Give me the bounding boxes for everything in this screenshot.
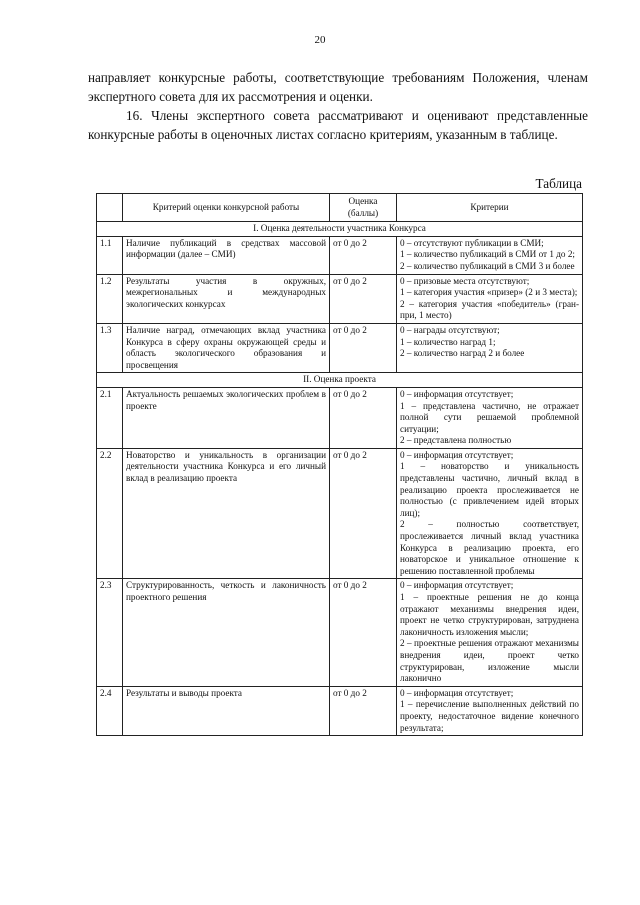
- row-number: 2.2: [97, 448, 123, 579]
- level-item: 1 – представлена частично, не отражает полной сути решаемой проблемной ситуации;: [400, 400, 579, 434]
- section-row: [97, 373, 583, 388]
- level-item: 2 – количество публикаций в СМИ 3 и более: [400, 260, 575, 271]
- header-score: Оценка (баллы): [330, 194, 397, 222]
- table-row: [97, 448, 583, 579]
- row-score: от 0 до 2: [330, 686, 397, 735]
- header-criteria: Критерии: [397, 194, 583, 222]
- level-item: 0 – отсутствуют публикации в СМИ;: [400, 237, 544, 248]
- page-number: 20: [314, 34, 326, 46]
- intro-text: [88, 68, 588, 144]
- row-number: 2.4: [97, 686, 123, 735]
- row-criterion: Новаторство и уникальность в организации деятельности участника Конкурса и его личный вклад в реализацию проекта: [123, 448, 330, 579]
- row-criterion: Результаты и выводы проекта: [123, 686, 330, 735]
- level-item: 2 – полностью соответствует, прослеживается личный вклад участника Конкурса в реализацию проекта, его новаторское и уникальное отношение к решению поставленной проблемы: [400, 519, 579, 576]
- level-item: 2 – количество наград 2 и более: [400, 348, 525, 359]
- section-title: I. Оценка деятельности участника Конкурса: [97, 222, 583, 237]
- header-criterion: Критерий оценки конкурсной работы: [123, 194, 330, 222]
- level-item: 2 – представлена полностью: [400, 435, 512, 446]
- level-item: 1 – количество публикаций в СМИ от 1 до 2;: [400, 249, 575, 260]
- row-criterion: Актуальность решаемых экологических проблем в проекте: [123, 387, 330, 448]
- level-item: 0 – информация отсутствует;: [400, 687, 514, 698]
- level-item: 0 – информация отсутствует;: [400, 388, 514, 399]
- row-score: от 0 до 2: [330, 387, 397, 448]
- row-criterion: Результаты участия в окружных, межрегиональных и международных экологических конкурсах: [123, 274, 330, 323]
- table-caption: Таблица: [535, 176, 582, 191]
- row-score: от 0 до 2: [330, 236, 397, 274]
- row-number: 2.3: [97, 579, 123, 686]
- level-item: 0 – награды отсутствуют;: [400, 324, 500, 335]
- criteria-table: [96, 193, 583, 736]
- row-score: от 0 до 2: [330, 448, 397, 579]
- row-number: 1.3: [97, 323, 123, 372]
- table-row: [97, 323, 583, 372]
- table-body: [97, 222, 583, 736]
- row-score: от 0 до 2: [330, 323, 397, 372]
- row-criterion: Наличие наград, отмечающих вклад участника Конкурса в сферу охраны окружающей среды и область экологического образования и просвещения: [123, 323, 330, 372]
- intro-paragraph-1: направляет конкурсные работы, соответствующие требованиям Положения, членам экспертного совета для их рассмотрения и оценки.: [88, 70, 588, 104]
- level-item: 1 – проектные решения не до конца отражают механизмы внедрения идеи, проект не четко структурирован, затруднена лаконичность изложения мысли;: [400, 592, 579, 637]
- row-criterion: Наличие публикаций в средствах массовой информации (далее – СМИ): [123, 236, 330, 274]
- level-item: 1 – новаторство и уникальность представлены частично, личный вклад в реализацию проекта прослеживается не полностью (с привлечением идей вторых лиц);: [400, 461, 579, 518]
- row-levels: [397, 323, 583, 372]
- row-criterion: Структурированность, четкость и лаконичность проектного решения: [123, 579, 330, 686]
- level-item: 2 – проектные решения отражают механизмы внедрения идеи, проект четко структурирован, изложение мысли лаконично: [400, 638, 579, 684]
- row-levels: [397, 579, 583, 686]
- row-levels: [397, 686, 583, 735]
- level-item: 1 – категория участия «призер» (2 и 3 места);: [400, 287, 578, 298]
- row-number: 1.1: [97, 236, 123, 274]
- table-row: [97, 686, 583, 735]
- table-row: [97, 274, 583, 323]
- header-cell-empty: [97, 194, 123, 222]
- level-item: 1 – количество наград 1;: [400, 336, 496, 347]
- table-row: [97, 579, 583, 686]
- section-title: II. Оценка проекта: [97, 373, 583, 388]
- level-item: 0 – информация отсутствует;: [400, 580, 514, 591]
- table-row: [97, 387, 583, 448]
- row-score: от 0 до 2: [330, 579, 397, 686]
- section-row: [97, 222, 583, 237]
- row-levels: [397, 387, 583, 448]
- level-item: 2 – категория участия «победитель» (гран-при, 1 место): [400, 298, 579, 321]
- intro-paragraph-2: 16. Члены экспертного совета рассматривают и оценивают представленные конкурсные работы в оценочных листах согласно критериям, указанным в таблице.: [88, 108, 588, 142]
- level-item: 0 – информация отсутствует;: [400, 449, 514, 460]
- row-number: 1.2: [97, 274, 123, 323]
- level-item: 0 – призовые места отсутствуют;: [400, 275, 530, 286]
- row-score: от 0 до 2: [330, 274, 397, 323]
- row-levels: [397, 236, 583, 274]
- table-header-row: [97, 194, 583, 222]
- row-levels: [397, 448, 583, 579]
- row-number: 2.1: [97, 387, 123, 448]
- level-item: 1 – перечисление выполненных действий по проекту, недостаточное видение конечного результата;: [400, 699, 579, 733]
- row-levels: [397, 274, 583, 323]
- table-row: [97, 236, 583, 274]
